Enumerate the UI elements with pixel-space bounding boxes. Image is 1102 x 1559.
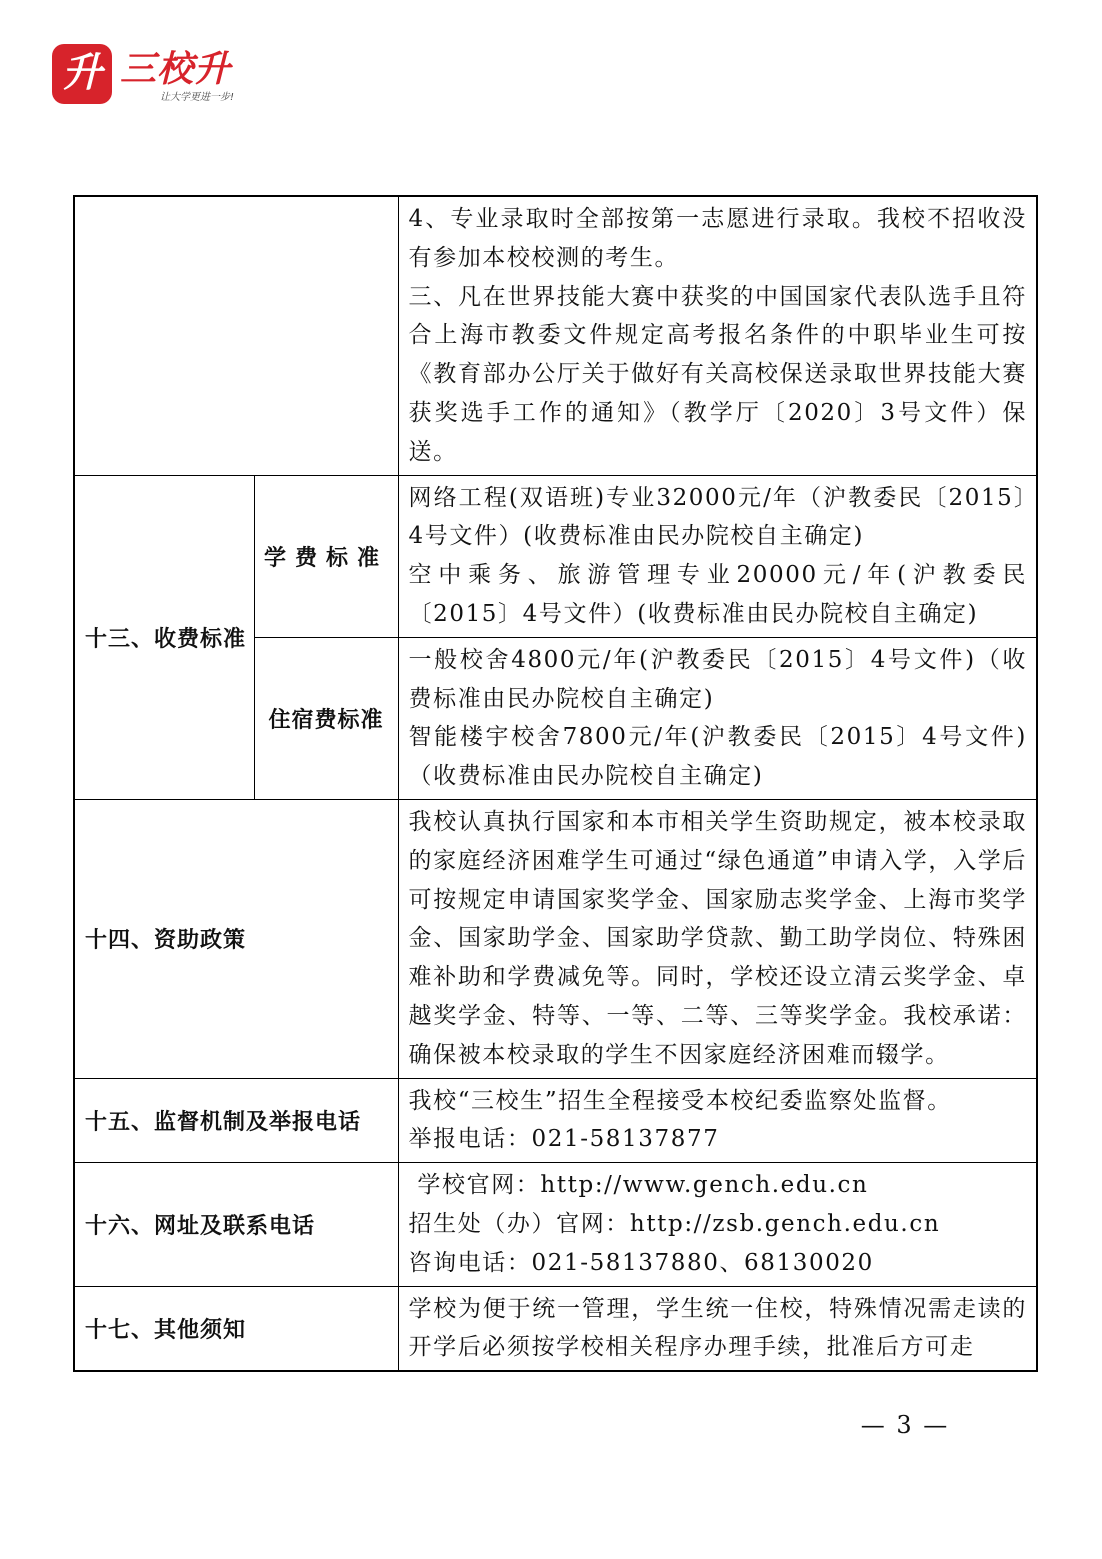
logo — [52, 44, 252, 114]
list-item: 智能楼宇校舍7800元/年(沪教委民〔2015〕4号文件)（收费标准由民办院校自主确定) — [408, 724, 1027, 790]
tuition-content — [398, 475, 1037, 637]
fees-label: 十三、收费标准 — [74, 475, 254, 799]
other-label: 十七、其他须知 — [74, 1286, 398, 1371]
list-item: 网络工程(双语班)专业32000元/年（沪教委民〔2015〕4号文件）(收费标准由民办院校自主确定) — [408, 484, 1027, 550]
supervision-content — [398, 1078, 1037, 1163]
dorm-content — [398, 637, 1037, 799]
page-number: — 3 — — [860, 1411, 950, 1439]
list-item: 三、凡在世界技能大赛中获奖的中国国家代表队选手且符合上海市教委文件规定高考报名条件的中职毕业生可按《教育部办公厅关于做好有关高校保送录取世界技能大赛获奖选手工作的通知》（教学厅〔2020〕3号文件）保送。 — [408, 283, 1027, 465]
list-item: 4、专业录取时全部按第一志愿进行录取。我校不招收没有参加本校校测的考生。 — [408, 206, 1027, 271]
dorm-label: 住宿费标准 — [254, 637, 398, 799]
website-content — [398, 1163, 1037, 1286]
website-label: 十六、网址及联系电话 — [74, 1163, 398, 1286]
admission-info-table — [73, 195, 1038, 1372]
table-row — [74, 475, 1037, 637]
list-item: 我校“三校生”招生全程接受本校纪委监察处监督。 — [408, 1087, 952, 1114]
continuation-label-cell — [74, 196, 398, 475]
logo-slogan: 让大学更进一步! — [160, 92, 235, 103]
table-row — [74, 1163, 1037, 1286]
logo-badge-char: 升 — [62, 50, 102, 96]
report-phone: 举报电话：021-58137877 — [408, 1126, 720, 1153]
table-row — [74, 799, 1037, 1078]
list-item: 空中乘务、旅游管理专业20000元/年(沪教委民〔2015〕4号文件）(收费标准由民办院校自主确定) — [408, 562, 1027, 627]
aid-content: 我校认真执行国家和本市相关学生资助规定，被本校录取的家庭经济困难学生可通过“绿色通道”申请入学，入学后可按规定申请国家奖学金、国家励志奖学金、上海市奖学金、国家助学金、国家助学贷款、勤工助学岗位、特殊困难补助和学费减免等。同时，学校还设立清云奖学金、卓越奖学金、特等、一等、二等、三等奖学金。我校承诺：确保被本校录取的学生不因家庭经济困难而辍学。 — [398, 799, 1037, 1078]
table-row — [74, 196, 1037, 475]
supervision-label: 十五、监督机制及举报电话 — [74, 1078, 398, 1163]
tuition-label: 学费标准 — [254, 475, 398, 637]
school-website: 学校官网：http://www.gench.edu.cn — [408, 1172, 869, 1199]
continuation-content — [398, 196, 1037, 475]
logo-badge-icon — [52, 44, 112, 104]
consult-phone: 咨询电话：021-58137880、68130020 — [408, 1249, 874, 1276]
table-row — [74, 1286, 1037, 1371]
table-row — [74, 1078, 1037, 1163]
list-item: 一般校舍4800元/年(沪教委民〔2015〕4号文件)（收费标准由民办院校自主确定) — [408, 646, 1027, 712]
other-content: 学校为便于统一管理，学生统一住校，特殊情况需走读的开学后必须按学校相关程序办理手续，批准后方可走 — [398, 1286, 1037, 1371]
aid-label: 十四、资助政策 — [74, 799, 398, 1078]
logo-name: 三校升 — [120, 49, 232, 90]
admissions-website: 招生处（办）官网：http://zsb.gench.edu.cn — [408, 1210, 941, 1237]
